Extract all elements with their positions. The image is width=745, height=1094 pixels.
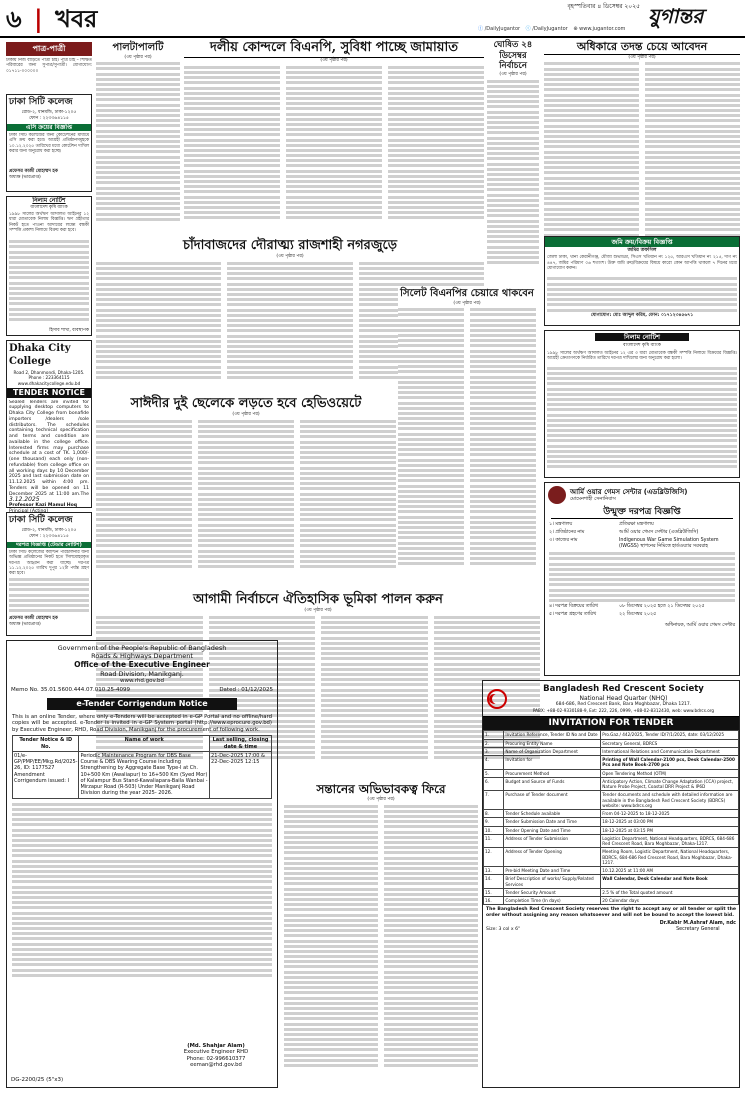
ad-brcs-tender xyxy=(482,680,740,1088)
rhd-tender-table xyxy=(12,735,272,798)
nilam2-sub: বাংলাদেশ কৃষি ব্যাংক xyxy=(623,343,661,349)
brcs-row-value: Pro.Gaz./ 442/2025, Tender ID/7/1/2025, date: 03/12/2025 xyxy=(601,731,739,739)
brcs-size: Size: 3 col x 6" xyxy=(486,926,521,932)
brcs-row-number: 5. xyxy=(484,769,504,777)
rhd-gov: Government of the People's Republic of Bangladesh xyxy=(57,644,227,652)
brcs-row-label: Purchase of Tender document xyxy=(504,791,601,810)
brcs-row-value: Meeting Room, Logistic Department, National Headquarters, BDRCS, 684-686 Red Crescent Road, Bara Moghbazar, Dhaka-1217. xyxy=(601,848,739,867)
brcs-row-value: Logistics Department, National Headquarters, BDRCS, 684-686 Red Crescent Road, Bara Moghbazar, Dhaka-1217. xyxy=(601,834,739,848)
brcs-row-number: 14. xyxy=(484,875,504,889)
brcs-row-value: From 04-12-2025 to 18-12-2025 xyxy=(601,810,739,818)
tender-signatory: Professor Kazi Mamul Hoq xyxy=(9,503,78,509)
crescent-shape xyxy=(492,694,502,704)
rhd-table-header-work: Name of work xyxy=(79,736,210,752)
signatory: প্রফেসর কাজী মোহাম্মদ হক xyxy=(9,616,58,621)
story-byline: (৩য় পৃষ্ঠার পর) xyxy=(628,54,656,60)
army-rows xyxy=(545,519,739,623)
separator-bar: | xyxy=(33,4,43,33)
brcs-row-number: 15. xyxy=(484,888,504,896)
rhd-title: e-Tender Corrigendum Notice xyxy=(47,698,237,710)
brcs-row-value: International Relations and Communication Department xyxy=(601,747,739,755)
college-name: ঢাকা সিটি কলেজ xyxy=(9,515,73,525)
brcs-row-number: 8. xyxy=(484,810,504,818)
twitter-handle[interactable]: /DailyJugantor xyxy=(532,26,568,32)
story-byline: (৩য় পৃষ্ঠার পর) xyxy=(499,71,527,77)
brcs-row-value: Wall Calendar, Desk Calendar and Note Book xyxy=(601,875,739,889)
brcs-row-label: Budget and Source of Funds xyxy=(504,777,601,791)
ad-land xyxy=(544,236,740,326)
ad-tender-notice xyxy=(6,340,92,514)
brcs-table-row xyxy=(484,747,739,755)
brcs-row-number: 7. xyxy=(484,791,504,810)
brcs-row-number: 11. xyxy=(484,834,504,848)
classified-body: ঢাকায় নিজ বাড়িতে পাত্রী চাই। পাত্র চাই – শিক্ষিত পরিবারের জন্য সুপাত্র/সুপাত্রী। যোগাযোগ: ০১৭১১-০০০০০০ xyxy=(6,58,92,74)
army-row-label: ৩। কাজের নাম xyxy=(549,538,578,544)
nilam2-title: নিলাম নোটিশ xyxy=(595,333,689,341)
page-header xyxy=(0,0,745,38)
ad-army-wargames xyxy=(544,482,740,676)
story-saidi xyxy=(96,396,396,580)
brcs-table-row xyxy=(484,834,739,848)
rhd-text-lines xyxy=(7,799,277,979)
page-number: ৬ xyxy=(6,4,22,33)
brcs-row-value: Anticipatory Action, Climate Change Adaptation (CCA) project, Nature Probe Project, Coastal DRR Project & IP6D xyxy=(601,777,739,791)
brcs-row-label: Tender Submission Date and Time xyxy=(504,818,601,826)
brcs-row-label: Tender Opening Date and Time xyxy=(504,826,601,834)
brcs-row-label: Procurement Method xyxy=(504,769,601,777)
brcs-row-value: 20 Calendar days xyxy=(601,897,739,905)
land-body: জেলা ঢাকা, থানা কেরানীগঞ্জ, মৌজা শুভাড্ডা, সিএস খতিয়ান নং ১২৫, আরএস খতিয়ান নং ২১৫, দাগ নং ৪৪৭, জমির পরিমাণ ০৬ শতাংশ। উক্ত জমি ক্রয়/বিক্রয়ের বিষয়ে কারো কোন আপত্তি থাকলে ৭ দিনের মধ্যে যোগাযোগ করুন। xyxy=(547,255,737,272)
story-headline: ঘোষিত ২৪ ডিসেম্বর নির্বাচনে xyxy=(493,40,533,72)
story-byline: (৩য় পৃষ্ঠার পর) xyxy=(276,254,304,260)
designation: অধ্যক্ষ (ভারপ্রাপ্ত) xyxy=(9,174,41,180)
brcs-row-value: Tender documents and schedule with detailed information are available in the Bangladesh Red Crescent Society (BDRCS) website: www.bdrcs.org xyxy=(601,791,739,810)
rhd-signature-block xyxy=(161,1043,271,1069)
page-number-section xyxy=(6,4,97,34)
army-title: আর্মি ওয়ার গেমস সেন্টার (এডব্লিউজিসি) xyxy=(570,487,688,496)
brcs-org: Bangladesh Red Crescent Society xyxy=(543,684,704,694)
army-emblem-icon xyxy=(548,486,566,504)
brcs-table-row xyxy=(484,777,739,791)
story-text-lines xyxy=(398,308,536,588)
brcs-row-label: Completion Time (In days) xyxy=(504,897,601,905)
nilam2-body: ১৯৯৮ সালের অর্থঋণ আদালত আইনের ১২ এর ৩ ধারা মোতাবেক বন্ধকী সম্পত্তি নিলামে বিক্রয়ের বিজ্ঞপ্তি। আগ্রহী ক্রেতাগণকে নির্ধারিত তারিখে দরপত্র দাখিলের জন্য অনুরোধ করা হলো। xyxy=(547,350,737,362)
red-crescent-logo-icon xyxy=(487,689,507,709)
brcs-row-label: Procuring Entity Name xyxy=(504,739,601,747)
land-title: জমি ক্রয়/বিক্রয় বিজ্ঞপ্তি xyxy=(545,237,739,247)
tender-title: TENDER NOTICE xyxy=(7,388,91,398)
brcs-table-row xyxy=(484,731,739,739)
date-line: বৃহস্পতিবার ৪ ডিসেম্বর ২০২৫ xyxy=(567,3,640,10)
brcs-designation: Secretary General xyxy=(676,926,720,932)
army-row-label: ৪। দরপত্র বিক্রয়ের তারিখ xyxy=(549,604,598,610)
story-text-lines xyxy=(96,420,396,580)
section-title: খবর xyxy=(55,4,98,33)
army-row-value: ২২ ডিসেম্বর ২০২৫ xyxy=(619,612,657,618)
story-byline: (৩য় পৃষ্ঠার পর) xyxy=(304,608,332,614)
brcs-row-value: 18-12-2025 at 03:00 PM xyxy=(601,818,739,826)
rhd-office: Office of the Executive Engineer xyxy=(74,660,210,670)
globe-icon: ⊕ xyxy=(573,26,578,32)
army-sub: মোমেনশাহী সেনানিবাস xyxy=(570,496,616,503)
brcs-table-row xyxy=(484,810,739,818)
story-byline: (৩য় পৃষ্ঠার পর) xyxy=(320,58,348,64)
nilam-signatory: হিসাব শাখা, ব্যবস্থাপক xyxy=(49,328,89,334)
rhd-table-cell-date: 21-Dec-2025 17:00 & 22-Dec-2025 12:15 xyxy=(210,751,272,798)
tender-signature: 3.12.2025 xyxy=(9,495,40,503)
story-headline: দলীয় কোন্দলে বিএনপি, সুবিধা পাচ্ছে জামায়াত xyxy=(184,40,484,58)
brcs-table-row xyxy=(484,769,739,777)
army-row-value: ০৮ ডিসেম্বর ২০২৫ হতে ২১ ডিসেম্বর ২০২৫ xyxy=(619,604,705,610)
rhd-designation: Executive Engineer RHD xyxy=(183,1049,249,1056)
brcs-row-value: Secretary General, BDRCS xyxy=(601,739,739,747)
college-phone: ফোন : ২২৩৩৬৪১১৫ xyxy=(29,115,69,121)
rhd-email[interactable]: eeman@rhd.gov.bd xyxy=(190,1062,242,1069)
facebook-icon: ⓕ xyxy=(478,26,484,32)
brcs-hq: National Head Quarter (NHQ) xyxy=(579,694,668,702)
ad-nilam-2 xyxy=(544,330,740,478)
college-phone: ফোন : ২২৩৩৬৪১১৫ xyxy=(29,533,69,539)
story-guardianship xyxy=(284,782,478,1087)
land-contact: যোগাযোগ: মোঃ আব্দুল করিম, ফোন: ০১৭১২৩৪৫৬৭১ xyxy=(590,313,694,319)
brcs-table-row xyxy=(484,791,739,810)
brcs-table-row xyxy=(484,867,739,875)
ad-dcc-canteen xyxy=(6,512,92,636)
tender-designation: Principal (Acting) xyxy=(9,508,49,514)
brcs-row-value: 10.12.2025 at 11:00 AM xyxy=(601,867,739,875)
nilam2-text-lines xyxy=(545,367,739,475)
ad-nilam xyxy=(6,196,92,336)
story-bnp-jamaat xyxy=(184,40,484,228)
story-sylhet xyxy=(398,288,536,588)
tender-college-address: Road 2, Dhanmondi, Dhaka-1205. Phone : 223364115 xyxy=(13,370,85,381)
brcs-table-row xyxy=(484,739,739,747)
brcs-row-label: Brief Description of works/ Supply/Related Services xyxy=(504,875,601,889)
tender-body: Sealed Tenders are invited for supplying desktop computers to Dhaka City College from bonafide importers /dealers /sole distributors. The schedules containing technical specification and terms and condition are available in the college office. Interested firms may purchase schedule at a cost of TK. 1,000/- (one thousand) each only (non-refundable) from college office on all working days by 10 December 2025 and last submission date on 11.12.2025 within 4:00 pm. Tenders will be opened on 11 December 2025 at 11:00 am.The xyxy=(9,399,89,496)
story-headline: অধিকারে তদন্ত চেয়ে আবেদন xyxy=(544,40,740,55)
story-headline: সাঈদীর দুই ছেলেকে লড়তে হবে হেভিওয়েটে xyxy=(130,396,362,411)
brcs-address: 684-686, Red Crescent Bank, Bara Moghbazar, Dhaka 1217. xyxy=(555,702,692,708)
story-election xyxy=(487,40,539,270)
story-text-lines xyxy=(96,62,180,228)
brcs-row-label: Tender Schedule available xyxy=(504,810,601,818)
story-headline: পালটাপালটি xyxy=(112,42,164,53)
brcs-row-value: 18-12-2025 at 03:15 PM xyxy=(601,826,739,834)
college-address: রোড-২, ধানমন্ডি, ঢাকা-১২০৫ xyxy=(21,528,77,534)
army-row-value: প্রতিরক্ষা মন্ত্রণালয় xyxy=(619,522,654,528)
brcs-row-number: 6. xyxy=(484,777,504,791)
college-name: ঢাকা সিটি কলেজ xyxy=(9,97,73,107)
nilam-body: ১৯৯৮ সালের অর্থঋণ আদালত আইনের ১২ ধারা মোতাবেক নিলাম বিজ্ঞপ্তি। ঋণ গ্রহীতার নিকট হতে পাওনা আদায়ের লক্ষ্যে বন্ধকী সম্পত্তি প্রকাশ্য নিলামে বিক্রয় করা হবে। xyxy=(9,212,89,234)
army-row-label: ১। মন্ত্রণালয় xyxy=(549,522,573,528)
rhd-footer: DG-2200/25 (5"x3) xyxy=(11,1077,64,1084)
brcs-row-label: Tender Security Amount xyxy=(504,888,601,896)
brcs-table-row xyxy=(484,848,739,867)
rhd-memo: Memo No. 35.01.5600.444.07.010.25-4099 xyxy=(11,686,130,693)
brcs-row-label: Address of Tender Opening xyxy=(504,848,601,867)
website-link[interactable]: www.jugantor.com xyxy=(579,26,626,32)
notice-body: ঢাকা সিটি কলেজের ক্যান্টিন পরিচালনার জন্য অভিজ্ঞ প্রতিষ্ঠানের নিকট হতে সিলমোহরকৃত দরপত্র আহ্বান করা যাচ্ছে। দরপত্র ১১.১২.২০২৫ তারিখ দুপুর ১২টা পর্যন্ত গ্রহণ করা হবে। xyxy=(9,550,89,577)
notice-title: এসি ক্রয়ের বিজ্ঞপ্তি xyxy=(7,124,91,132)
story-byline: (৩য় পৃষ্ঠার পর) xyxy=(124,54,152,60)
rhd-phone: Phone: 02-996610377 xyxy=(186,1055,246,1062)
rhd-intro: This is an online Tender, where only e-Tenders will be accepted in e-GP Portal and no offline/hard copies will be accepted. e-Tender is invited in e-GP System portal (http://www.eprocure.gov.bd) by Executive Engineer, RHD, Road Division, Manikganj for the procurement of following work. xyxy=(12,713,272,733)
brcs-row-number: 2. xyxy=(484,739,504,747)
story-paltapalti xyxy=(96,42,180,228)
rhd-table-cell-id: 01/e-GP/PMP/EE/Mkg.Rd/2025-26, ID: 1177527 Amendment Corrigendum issued: I xyxy=(13,751,79,798)
land-text-lines xyxy=(545,277,739,313)
tender-college-website[interactable]: www.dhakacitycollege.edu.bd xyxy=(17,380,81,386)
brcs-row-number: 16. xyxy=(484,897,504,905)
brcs-row-value: Printing of Wall Calendar-2100 pcs, Desk Calendar-2500 Pcs and Note Book-2700 pcs xyxy=(601,756,739,770)
land-subtitle: জমির তফসিল xyxy=(627,247,657,254)
brcs-row-number: 13. xyxy=(484,867,504,875)
story-byline: (৩য় পৃষ্ঠার পর) xyxy=(367,797,395,802)
brcs-row-number: 10. xyxy=(484,826,504,834)
twitter-icon: ⓣ xyxy=(525,26,531,32)
designation: অধ্যক্ষ (ভারপ্রাপ্ত) xyxy=(9,621,41,627)
brcs-table-row xyxy=(484,756,739,770)
story-byline: (৩য় পৃষ্ঠার পর) xyxy=(453,300,481,306)
brcs-row-number: 1. xyxy=(484,731,504,739)
army-text-lines xyxy=(549,552,735,602)
army-row-label: ২। প্রতিষ্ঠানের নাম xyxy=(549,530,585,536)
brcs-signatory: Dr.Kabir M.Ashraf Alam, ndc xyxy=(659,920,736,926)
social-links xyxy=(478,26,625,32)
rhd-signatory: (Md. Shahjar Alam) xyxy=(187,1042,245,1049)
rhd-website[interactable]: www.rhd.gov.bd xyxy=(119,677,165,684)
nilam-sub: বাংলাদেশ কৃষি ব্যাংক xyxy=(30,204,68,210)
story-byline: (৩য় পৃষ্ঠার পর) xyxy=(232,412,260,418)
ad-dcc-ac xyxy=(6,94,92,192)
story-headline: সন্তানের অভিভাবকত্ব ফিরে xyxy=(316,782,446,796)
story-odhikar xyxy=(544,40,740,252)
rhd-division: Road Division, Manikganj. xyxy=(100,669,184,678)
brcs-row-label: Invitation Reference, Tender ID No and Date xyxy=(504,731,601,739)
brcs-contact: PABX: +88-02-9330188-9, Ext: 222, 226, 0999, +88-02-8312430, web: www.bdrcs.org xyxy=(532,707,715,713)
nilam-title: নিলাম নোটিশ xyxy=(32,197,66,204)
brcs-tender-table xyxy=(483,730,739,905)
brcs-row-label: Invitation for xyxy=(504,756,601,770)
army-notice: উন্মুক্ত দরপত্র বিজ্ঞপ্তি xyxy=(551,507,733,519)
story-text-lines xyxy=(487,80,539,270)
brcs-table-row xyxy=(484,818,739,826)
army-row-label: ৫। দরপত্র গ্রহণের তারিখ xyxy=(549,612,597,618)
brcs-row-number: 9. xyxy=(484,818,504,826)
facebook-handle[interactable]: /DailyJugantor xyxy=(484,26,521,32)
notice-title: দরপত্র বিজ্ঞপ্তি (টেন্ডার নোটিশ) xyxy=(7,542,91,549)
story-text-lines xyxy=(544,62,740,252)
brcs-table-row xyxy=(484,826,739,834)
story-text-lines xyxy=(284,805,478,1087)
brcs-table-row xyxy=(484,897,739,905)
brcs-row-value: 2.5 % of the Total quoted amount xyxy=(601,888,739,896)
newspaper-logo: যুগান্তর xyxy=(648,4,704,28)
brcs-table-row xyxy=(484,875,739,889)
army-signatory: অধিনায়ক, আর্মি ওয়ার গেমস সেন্টার xyxy=(664,623,735,629)
rhd-table-header-id: Tender Notice & ID No. xyxy=(13,736,79,752)
story-headline: আগামী নির্বাচনে ঐতিহাসিক ভূমিকা পালন করুন xyxy=(193,592,443,607)
story-headline: সিলেট বিএনপির চেয়ারে থাকবেন xyxy=(400,288,534,299)
brcs-row-label: Pre-bid Meeting Date and Time xyxy=(504,867,601,875)
brcs-row-number: 12. xyxy=(484,848,504,867)
ad-rhd-corrigendum xyxy=(6,640,278,1088)
notice-text-lines xyxy=(7,578,91,616)
army-row-value: আর্মি ওয়ার গেমস সেন্টার (এডব্লিউজিসি) xyxy=(619,530,699,536)
brcs-note: The Bangladesh Red Crescent Society reserves the right to accept any or all tender or split the order without assigning any reason whatsoever and will not be bound to accept the lowest bid. xyxy=(486,907,736,918)
story-text-lines xyxy=(184,66,484,228)
rhd-table-cell-work: Periodic Maintenance Program for DBS Base Course & DBS Wearing Course including Strengthening by Aggregate Base Type-I at Ch. 10+500 Km (Awaliapur) to 16+500 Km (Syed Mor) of Kalampur Bus Stand-Kawaliapara-Baila Wanbai - Mirzapur Road (R-503) Under Manikganj Road Division during the year 2025- 2026. xyxy=(80,752,208,797)
brcs-row-label: Address of Tender Submission xyxy=(504,834,601,848)
brcs-title: INVITATION FOR TENDER xyxy=(483,717,739,730)
rhd-dated: Dated : 01/12/2025 xyxy=(219,686,273,693)
nilam-text-lines xyxy=(7,240,91,328)
tender-college-name: Dhaka City College xyxy=(9,343,71,367)
brcs-row-label: Name of Organization Department xyxy=(504,747,601,755)
brcs-table-row xyxy=(484,888,739,896)
rhd-dept: Roads & Highways Department xyxy=(91,652,193,661)
signatory: প্রফেসর কাজী মোহাম্মদ হক xyxy=(9,169,58,174)
brcs-row-value: Open Tendering Method (OTM) xyxy=(601,769,739,777)
classified-title: পাত্র-পাত্রী xyxy=(6,42,92,56)
notice-body: ঢাকা সিটি কলেজের জন্য কোটেশনের মাধ্যমে এসি ক্রয় করা হবে। আগ্রহী প্রতিষ্ঠানসমূহকে ১০.১২.২০২৫ তারিখের মধ্যে কোটেশন দাখিল করার জন্য অনুরোধ করা হচ্ছে। xyxy=(9,133,89,155)
rhd-table-header-date: Last selling, closing date & time xyxy=(210,736,272,752)
army-row-value: Indigenous War Game Simulation System (IWGSS) স্থাপনের নিমিত্তে হার্ডওয়্যার সরবরাহ xyxy=(619,538,719,550)
story-headline: চাঁদাবাজদের দৌরাত্ম্য রাজশাহী নগরজুড়ে xyxy=(183,238,397,253)
brcs-row-number: 3. xyxy=(484,747,504,755)
college-address: রোড-২, ধানমন্ডি, ঢাকা-১২০৫ xyxy=(21,110,77,116)
brcs-row-number: 4. xyxy=(484,756,504,770)
